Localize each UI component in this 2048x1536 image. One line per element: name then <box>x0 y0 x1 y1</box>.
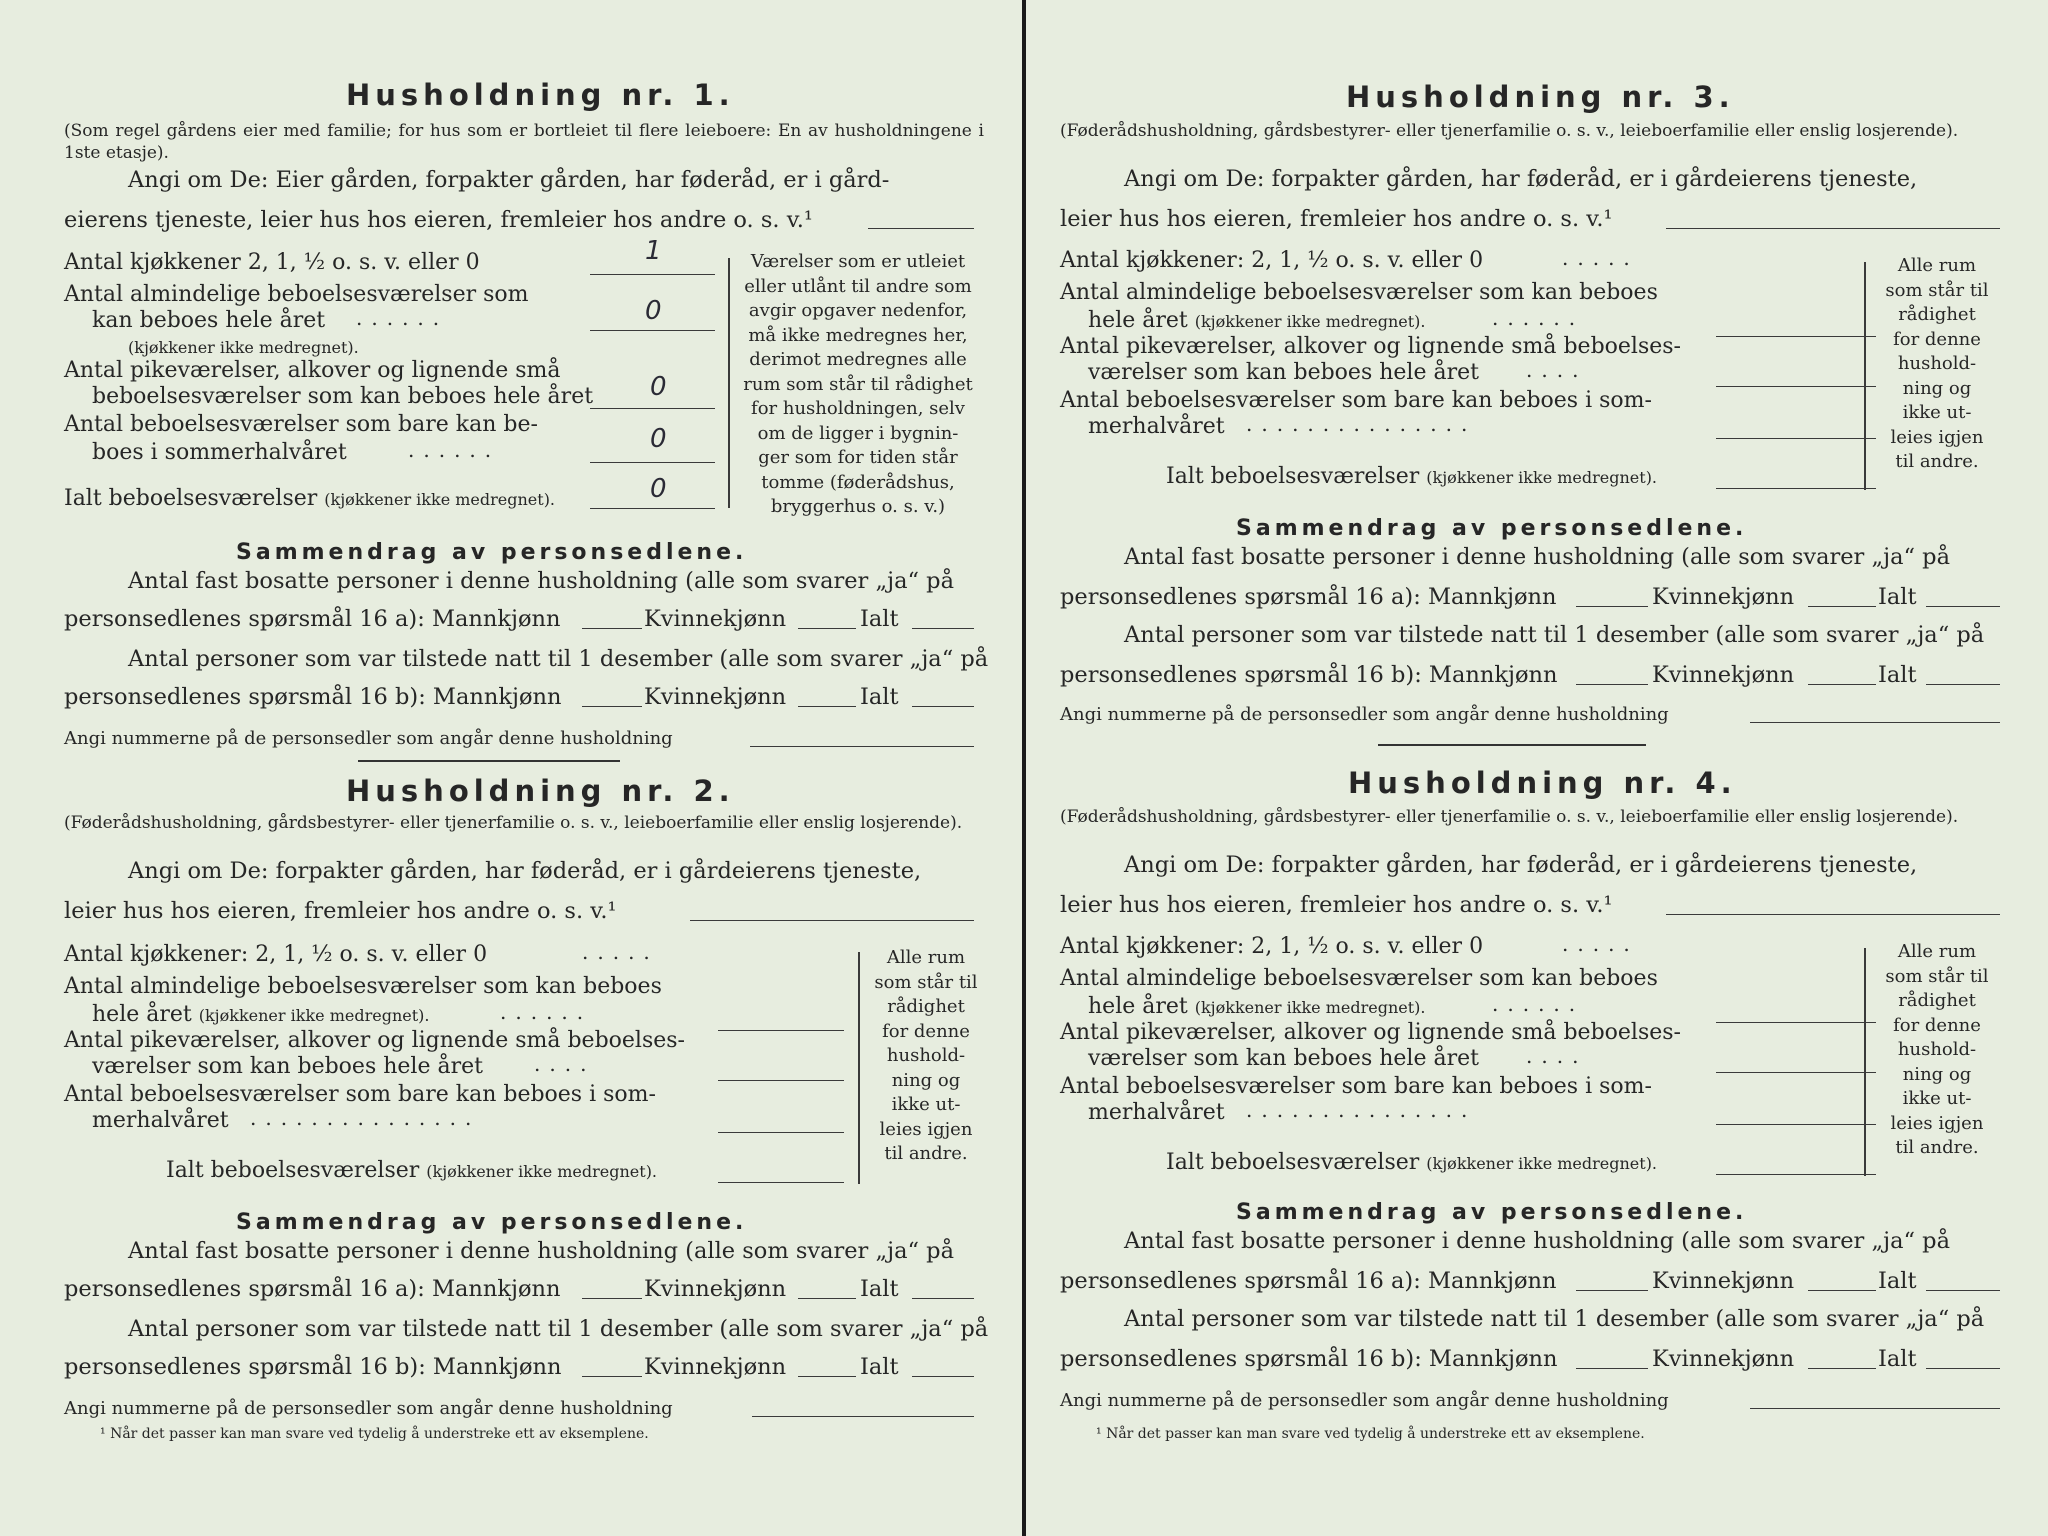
h4-kitchens-dots: ..... <box>1562 932 1639 956</box>
h4-rooms-label-b <box>1088 994 1425 1019</box>
h1-numbers-label: Angi nummerne på de personsedler som angår denne husholdning <box>64 728 673 749</box>
h2-small-rooms-label-a: Antal pikeværelser, alkover og lignende små beboelses- <box>64 1028 685 1053</box>
right-page <box>1026 0 2048 1536</box>
h4-rooms-label-a: Antal almindelige beboelsesværelser som kan beboes <box>1060 966 1658 991</box>
h4-s2-male-field[interactable] <box>1576 1290 1648 1291</box>
h3-s4-male-field[interactable] <box>1576 684 1648 685</box>
h1-angi-line2: eierens tjeneste, leier hus hos eieren, fremleier hos andre o. s. v.¹ <box>64 207 813 233</box>
h4-summary-heading: Sammendrag av personsedlene. <box>1236 1200 1748 1225</box>
h4-numbers-field[interactable] <box>1750 1408 2000 1409</box>
h3-total-label <box>1166 464 1657 489</box>
h2-title: Husholdning nr. 2. <box>346 774 735 808</box>
h2-s4-male-field[interactable] <box>582 1376 642 1377</box>
h3-angi-line1: Angi om De: forpakter gården, har føderåd, er i gårdeierens tjeneste, <box>1124 166 1918 192</box>
h4-side-line: Alle rum <box>1897 941 1977 962</box>
h2-angi-answer-line[interactable] <box>690 920 974 921</box>
h4-small-rooms-field[interactable] <box>1716 1072 1876 1073</box>
h4-side-line: for denne <box>1893 1014 1981 1036</box>
h3-side-line: som står til <box>1885 279 1989 301</box>
h3-angi-answer-line[interactable] <box>1666 228 2000 229</box>
h4-side-line: til andre. <box>1895 1137 1979 1158</box>
h2-side-line: til andre. <box>884 1143 968 1164</box>
h2-summer-rooms-label-a: Antal beboelsesværelser som bare kan beboes i som- <box>64 1082 656 1107</box>
h4-angi-line2: leier hus hos eieren, fremleier hos andre o. s. v.¹ <box>1060 892 1613 918</box>
h3-side-line: Alle rum <box>1897 255 1977 276</box>
h1-total-field[interactable] <box>590 508 715 509</box>
h1-side-brace <box>728 258 730 508</box>
h1-s4-male-field[interactable] <box>582 706 642 707</box>
h3-s3: Antal personer som var tilstede natt til 1 desember (alle som svarer „ja“ på <box>1124 622 1985 648</box>
h3-s2-female-field[interactable] <box>1808 606 1876 607</box>
h1-side-line: ger som for tiden står <box>758 447 958 468</box>
h1-s2-text: personsedlenes spørsmål 16 a): Mannkjønn <box>64 606 561 632</box>
h2-s2-female-field[interactable] <box>798 1298 856 1299</box>
h2-side-note <box>866 946 986 1167</box>
h4-note: (Føderådshusholdning, gårdsbestyrer- eller tjenerfamilie o. s. v., leieboerfamilie eller enslig losjerende). <box>1060 807 1959 827</box>
h1-h2-separator <box>358 760 620 762</box>
h2-small-rooms-field[interactable] <box>718 1080 844 1081</box>
h1-s2 <box>64 606 561 632</box>
h3-s1: Antal fast bosatte personer i denne husholdning (alle som svarer „ja“ på <box>1124 544 1950 570</box>
h1-total-label <box>64 486 555 511</box>
h2-summer-dots: ............... <box>250 1106 481 1130</box>
h1-rooms-label-a: Antal almindelige beboelsesværelser som <box>64 282 529 307</box>
h2-angi-line2: leier hus hos eieren, fremleier hos andre o. s. v.¹ <box>64 898 617 924</box>
h3-total-field[interactable] <box>1716 488 1876 489</box>
h4-side-line: ikke ut- <box>1902 1088 1972 1109</box>
h4-s4-total-label: Ialt <box>1878 1346 1917 1372</box>
left-page <box>0 0 1022 1536</box>
h4-s4: personsedlenes spørsmål 16 b): Mannkjønn <box>1060 1346 1558 1372</box>
h4-rooms-label-b-text: hele året <box>1088 994 1188 1019</box>
h4-total-field[interactable] <box>1716 1174 1876 1175</box>
h3-s2: personsedlenes spørsmål 16 a): Mannkjønn <box>1060 584 1557 610</box>
h3-small-rooms-dots: .... <box>1526 358 1588 382</box>
h2-rooms-label-b-small: (kjøkkener ikke medregnet). <box>198 1006 430 1025</box>
h4-side-line: leies igjen <box>1890 1112 1984 1134</box>
h4-summer-rooms-label-b: merhalvåret <box>1088 1100 1225 1125</box>
h2-side-line: hushold- <box>886 1045 966 1066</box>
h1-total-value: 0 <box>650 474 667 504</box>
h1-side-line: bryggerhus o. s. v.) <box>770 496 946 517</box>
h2-side-line: ning og <box>891 1069 961 1091</box>
h2-s3: Antal personer som var tilstede natt til 1 desember (alle som svarer „ja“ på <box>128 1316 989 1342</box>
h4-s1: Antal fast bosatte personer i denne husholdning (alle som svarer „ja“ på <box>1124 1228 1950 1254</box>
h3-total-label-text: Ialt beboelsesværelser <box>1166 464 1420 489</box>
h3-kitchens-label: Antal kjøkkener: 2, 1, ½ o. s. v. eller 0 <box>1060 248 1484 273</box>
h1-s2-female-field[interactable] <box>798 628 856 629</box>
h2-total-field[interactable] <box>718 1182 844 1183</box>
h1-side-line: om de ligger i bygnin- <box>757 422 959 444</box>
h4-s4-female-field[interactable] <box>1808 1368 1876 1369</box>
h3-angi-line2: leier hus hos eieren, fremleier hos andre o. s. v.¹ <box>1060 206 1613 232</box>
h2-total-label-text: Ialt beboelsesværelser <box>166 1158 420 1183</box>
h2-side-brace <box>858 952 860 1184</box>
h4-side-note <box>1872 940 2002 1161</box>
h1-s2-total-field[interactable] <box>912 628 974 629</box>
h1-s3: Antal personer som var tilstede natt til 1 desember (alle som svarer „ja“ på <box>128 646 989 672</box>
h3-side-line: ikke ut- <box>1902 402 1972 423</box>
h3-summer-dots: ............... <box>1246 412 1477 436</box>
h1-s4-total-field[interactable] <box>912 706 974 707</box>
h1-small-rooms-value: 0 <box>650 372 667 402</box>
h1-s2-male-field[interactable] <box>582 628 642 629</box>
h2-s2-total-field[interactable] <box>912 1298 974 1299</box>
h4-rooms-dots: ...... <box>1492 992 1585 1016</box>
h3-s4-female-field[interactable] <box>1808 684 1876 685</box>
h4-s4-female-label: Kvinnekjønn <box>1652 1346 1795 1372</box>
h2-rooms-label-a: Antal almindelige beboelsesværelser som kan beboes <box>64 974 662 999</box>
h2-s4-total-field[interactable] <box>912 1376 974 1377</box>
h2-s4-total-label: Ialt <box>860 1354 899 1380</box>
h4-s4-male-field[interactable] <box>1576 1368 1648 1369</box>
h2-s2-female-label: Kvinnekjønn <box>644 1276 787 1302</box>
h2-s2: personsedlenes spørsmål 16 a): Mannkjønn <box>64 1276 561 1302</box>
h4-title: Husholdning nr. 4. <box>1348 766 1737 800</box>
h1-s4-female-label: Kvinnekjønn <box>644 684 787 710</box>
h3-s2-total-label: Ialt <box>1878 584 1917 610</box>
h4-small-rooms-dots: .... <box>1526 1044 1588 1068</box>
h4-side-line: som står til <box>1885 965 1989 987</box>
h1-summer-rooms-field[interactable] <box>590 462 715 463</box>
h2-summer-rooms-field[interactable] <box>718 1132 844 1133</box>
h1-total-label-text: Ialt beboelsesværelser <box>64 486 318 511</box>
h1-small-rooms-field[interactable] <box>590 408 715 409</box>
h4-side-line: hushold- <box>1897 1039 1977 1060</box>
h4-side-line: ning og <box>1902 1063 1972 1085</box>
h2-s2-total-label: Ialt <box>860 1276 899 1302</box>
h1-rooms-dots: ...... <box>356 306 449 330</box>
h3-s4-female-label: Kvinnekjønn <box>1652 662 1795 688</box>
h1-side-line: derimot medregnes alle <box>749 349 967 370</box>
h4-small-rooms-label-b: værelser som kan beboes hele året <box>1088 1046 1479 1071</box>
h1-summer-rooms-label-a: Antal beboelsesværelser som bare kan be- <box>64 412 538 437</box>
h4-angi-answer-line[interactable] <box>1666 914 2000 915</box>
h3-s2-total-field[interactable] <box>1926 606 2000 607</box>
h4-kitchens-label: Antal kjøkkener: 2, 1, ½ o. s. v. eller 0 <box>1060 934 1484 959</box>
h2-side-line: ikke ut- <box>891 1094 961 1115</box>
h3-side-line: leies igjen <box>1890 426 1984 448</box>
h1-side-line: Værelser som er utleiet <box>750 251 966 272</box>
h3-h4-separator <box>1378 744 1646 746</box>
h1-summer-dots: ...... <box>408 438 501 462</box>
h3-rooms-field[interactable] <box>1716 336 1876 337</box>
left-footnote: ¹ Når det passer kan man svare ved tydelig å understreke ett av eksemplene. <box>100 1426 649 1442</box>
h1-summer-rooms-label-b: boes i sommerhalvåret <box>92 440 347 465</box>
h2-s4-female-label: Kvinnekjønn <box>644 1354 787 1380</box>
h2-angi-line1: Angi om De: forpakter gården, har føderåd, er i gårdeierens tjeneste, <box>128 858 922 884</box>
h2-total-label <box>166 1158 657 1183</box>
h1-rooms-label-c: (kjøkkener ikke medregnet). <box>128 338 359 357</box>
h1-s1: Antal fast bosatte personer i denne husholdning (alle som svarer „ja“ på <box>128 568 954 594</box>
h4-s2-female-field[interactable] <box>1808 1290 1876 1291</box>
h2-summer-rooms-label-b: merhalvåret <box>92 1108 229 1133</box>
h4-numbers-label: Angi nummerne på de personsedler som angår denne husholdning <box>1060 1390 1669 1411</box>
h3-rooms-label-a: Antal almindelige beboelsesværelser som kan beboes <box>1060 280 1658 305</box>
h1-small-rooms-label-b: beboelsesværelser som kan beboes hele året <box>92 384 594 409</box>
h4-s2: personsedlenes spørsmål 16 a): Mannkjønn <box>1060 1268 1557 1294</box>
h3-summary-heading: Sammendrag av personsedlene. <box>1236 516 1748 541</box>
h3-side-line: til andre. <box>1895 451 1979 472</box>
h2-numbers-label: Angi nummerne på de personsedler som angår denne husholdning <box>64 1398 673 1419</box>
h3-small-rooms-field[interactable] <box>1716 386 1876 387</box>
h4-total-label-text: Ialt beboelsesværelser <box>1166 1150 1420 1175</box>
h3-rooms-label-b <box>1088 308 1425 333</box>
h3-kitchens-dots: ..... <box>1562 246 1639 270</box>
h4-rooms-label-b-small: (kjøkkener ikke medregnet). <box>1194 998 1426 1017</box>
h1-summer-rooms-value: 0 <box>650 424 667 454</box>
h3-total-label-small: (kjøkkener ikke medregnet). <box>1426 468 1658 487</box>
h2-side-line: for denne <box>882 1020 970 1042</box>
h2-rooms-dots: ...... <box>500 1000 593 1024</box>
h1-summary-heading: Sammendrag av personsedlene. <box>236 540 748 565</box>
h3-numbers-field[interactable] <box>1750 722 2000 723</box>
h1-kitchens-field[interactable] <box>590 274 715 275</box>
h3-side-brace <box>1864 262 1866 490</box>
h4-summer-rooms-field[interactable] <box>1716 1124 1876 1125</box>
h3-rooms-label-b-text: hele året <box>1088 308 1188 333</box>
h1-s4-female-field[interactable] <box>798 706 856 707</box>
h3-s4-total-field[interactable] <box>1926 684 2000 685</box>
h3-numbers-label: Angi nummerne på de personsedler som angår denne husholdning <box>1060 704 1669 725</box>
h3-summer-rooms-label-a: Antal beboelsesværelser som bare kan beboes i som- <box>1060 388 1652 413</box>
h2-side-line: Alle rum <box>886 947 966 968</box>
h1-rooms-field[interactable] <box>590 330 715 331</box>
right-footnote: ¹ Når det passer kan man svare ved tydelig å understreke ett av eksemplene. <box>1096 1426 1645 1442</box>
h1-side-line: avgir opgaver nedenfor, <box>748 300 968 321</box>
h1-side-line: tomme (føderådshus, <box>761 471 955 493</box>
h3-side-note <box>1872 254 2002 475</box>
h4-s2-total-field[interactable] <box>1926 1290 2000 1291</box>
h2-kitchens-dots: ..... <box>582 940 659 964</box>
h1-total-label-small: (kjøkkener ikke medregnet). <box>324 490 556 509</box>
h3-rooms-dots: ...... <box>1492 306 1585 330</box>
h4-s2-total-label: Ialt <box>1878 1268 1917 1294</box>
h2-note: (Føderådshusholdning, gårdsbestyrer- eller tjenerfamilie o. s. v., leieboerfamilie eller enslig losjerende). <box>64 813 963 833</box>
h1-s2-total-label: Ialt <box>860 606 899 632</box>
h1-numbers-field[interactable] <box>750 746 974 747</box>
h1-side-line: eller utlånt til andre som <box>744 275 972 297</box>
h1-angi-answer-line[interactable] <box>868 228 974 229</box>
h2-small-rooms-label-b: værelser som kan beboes hele året <box>92 1054 483 1079</box>
h3-s2-female-label: Kvinnekjønn <box>1652 584 1795 610</box>
h2-s2-male-field[interactable] <box>582 1298 642 1299</box>
h2-small-rooms-dots: .... <box>534 1052 596 1076</box>
h3-side-line: for denne <box>1893 328 1981 350</box>
h4-side-line: rådighet <box>1898 990 1976 1011</box>
h3-summer-rooms-field[interactable] <box>1716 438 1876 439</box>
h2-total-label-small: (kjøkkener ikke medregnet). <box>426 1162 658 1181</box>
h2-side-line: rådighet <box>887 996 965 1017</box>
h3-s4: personsedlenes spørsmål 16 b): Mannkjønn <box>1060 662 1558 688</box>
h2-numbers-field[interactable] <box>752 1416 974 1417</box>
h2-side-line: leies igjen <box>879 1118 973 1140</box>
h3-rooms-label-b-small: (kjøkkener ikke medregnet). <box>1194 312 1426 331</box>
h3-s2-male-field[interactable] <box>1576 606 1648 607</box>
h2-rooms-label-b-text: hele året <box>92 1002 192 1027</box>
h1-s4-total-label: Ialt <box>860 684 899 710</box>
h2-s4: personsedlenes spørsmål 16 b): Mannkjønn <box>64 1354 562 1380</box>
h2-rooms-field[interactable] <box>718 1030 844 1031</box>
h1-note: (Som regel gårdens eier med familie; for hus som er bortleiet til flere leieboere: En av husholdningene i 1ste etasje). <box>64 121 984 163</box>
h1-kitchens-label: Antal kjøkkener 2, 1, ½ o. s. v. eller 0 <box>64 250 480 275</box>
h1-rooms-label-b: kan beboes hele året <box>92 308 326 333</box>
h2-rooms-label-b <box>92 1002 429 1027</box>
h1-side-line: rum som står til rådighet <box>743 373 973 395</box>
h1-small-rooms-label-a: Antal pikeværelser, alkover og lignende små <box>64 358 561 383</box>
h1-title: Husholdning nr. 1. <box>346 78 735 112</box>
h1-kitchens-value: 1 <box>645 236 662 266</box>
h2-summary-heading: Sammendrag av personsedlene. <box>236 1210 748 1235</box>
h4-summer-dots: ............... <box>1246 1098 1477 1122</box>
h3-small-rooms-label-a: Antal pikeværelser, alkover og lignende små beboelses- <box>1060 334 1681 359</box>
h1-side-line: må ikke medregnes her, <box>748 324 968 346</box>
h3-note: (Føderådshusholdning, gårdsbestyrer- eller tjenerfamilie o. s. v., leieboerfamilie eller enslig losjerende). <box>1060 121 1959 141</box>
h1-angi-line1: Angi om De: Eier gården, forpakter gården, har føderåd, er i gård- <box>128 167 890 193</box>
h4-total-label-small: (kjøkkener ikke medregnet). <box>1426 1154 1658 1173</box>
h4-total-label <box>1166 1150 1657 1175</box>
h4-small-rooms-label-a: Antal pikeværelser, alkover og lignende små beboelses- <box>1060 1020 1681 1045</box>
h1-rooms-value: 0 <box>645 296 662 326</box>
h4-rooms-field[interactable] <box>1716 1022 1876 1023</box>
h3-side-line: hushold- <box>1897 353 1977 374</box>
h4-summer-rooms-label-a: Antal beboelsesværelser som bare kan beboes i som- <box>1060 1074 1652 1099</box>
h3-summer-rooms-label-b: merhalvåret <box>1088 414 1225 439</box>
h1-s4: personsedlenes spørsmål 16 b): Mannkjønn <box>64 684 562 710</box>
h3-small-rooms-label-b: værelser som kan beboes hele året <box>1088 360 1479 385</box>
h4-angi-line1: Angi om De: forpakter gården, har føderåd, er i gårdeierens tjeneste, <box>1124 852 1918 878</box>
h1-side-note <box>738 250 978 520</box>
h4-side-brace <box>1864 948 1866 1176</box>
h1-side-line: for husholdningen, selv <box>751 398 965 419</box>
h4-s4-total-field[interactable] <box>1926 1368 2000 1369</box>
h3-side-line: rådighet <box>1898 304 1976 325</box>
h2-s1: Antal fast bosatte personer i denne husholdning (alle som svarer „ja“ på <box>128 1238 954 1264</box>
h4-s3: Antal personer som var tilstede natt til 1 desember (alle som svarer „ja“ på <box>1124 1306 1985 1332</box>
h2-side-line: som står til <box>874 971 978 993</box>
h3-title: Husholdning nr. 3. <box>1346 80 1735 114</box>
h1-s2-female-label: Kvinnekjønn <box>644 606 787 632</box>
h3-side-line: ning og <box>1902 377 1972 399</box>
h2-s4-female-field[interactable] <box>798 1376 856 1377</box>
h2-kitchens-label: Antal kjøkkener: 2, 1, ½ o. s. v. eller 0 <box>64 942 488 967</box>
h4-s2-female-label: Kvinnekjønn <box>1652 1268 1795 1294</box>
h3-s4-total-label: Ialt <box>1878 662 1917 688</box>
